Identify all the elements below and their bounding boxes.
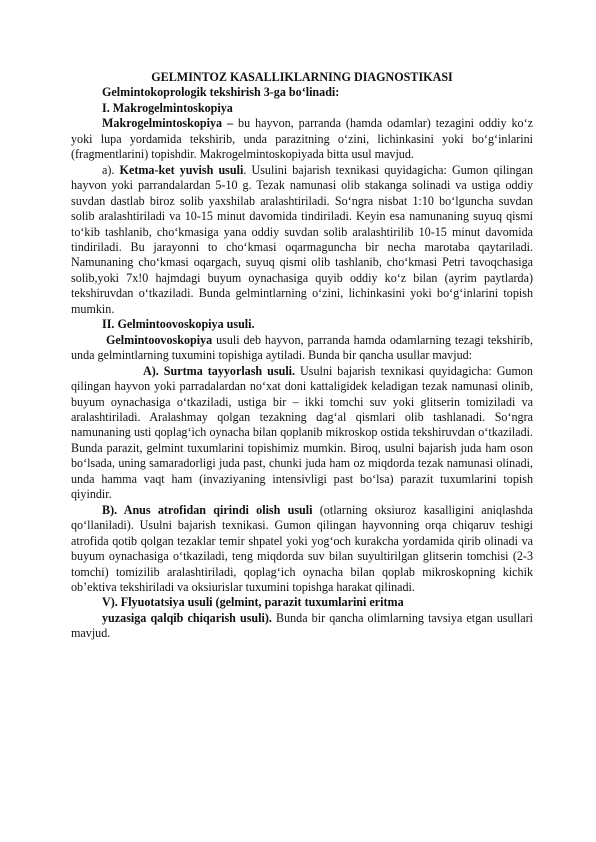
term-smear-method: A). Surtma tayyorlash usuli. [143,363,296,378]
text-ovoskopiya-definition: usuli deb hayvon, parranda hamda odamlarning tezagi tekshirib, unda gelmintlarning tuxumini topishiga aytiladi. Bunda bir qancha usullar mavjud: [71,332,533,363]
text-anus-method: (otlarning oksiuroz kasalligini aniqlashda qo‘llaniladi). Usulni bajarish texnikasi. Gumon qilingan hayvonning orqa chiqaruv teshigi atrofida qotib qolgan tezaklar temir shpatel yoki yog‘och kurakcha yordamida qirib olinadi va buyum oynachasiga o‘tkaziladi, teng miqdorda suv bilan suyultirilgan glitserin tomchisi (2-3 tomchi) tomizilib aralashtiriladi, qoplag‘ich oynacha bilan qoplab mikroskopning kichik ob’ektiva tekshiriladi va oksiurislar tuxumini topishga harakat qilinadi. [71,502,533,594]
paragraph-makro-definition [71,116,533,162]
section-subtitle: Gelmintokoprologik tekshirish 3-ga bo‘linadi: [102,85,340,100]
item-marker-a: a). [102,162,120,177]
term-makro: Makrogelmintoskopiya – [102,116,234,131]
section-heading-makro: I. Makrogelmintoskopiya [102,100,233,115]
text-smear-method: Usulni bajarish texnikasi quyidagicha: Gumon qilingan hayvon yoki parradalardan no‘xat doni kattaligidek keladigan tezak namunasi olinib, buyum oynachasiga o‘tkaziladi, ustiga bir – ikki tomchi suv yoki glitserin tomiziladi va aralashtiriladi. Aralashmay qolgan tezakning dag‘al qismlari olib tashlanadi. So‘ngra namunaning usti qoplag‘ich oynacha bilan qoplanib mikroskop ostida tekshiruvdan o‘tkaziladi. Bunda parazit, gelmint tuxumlarini topishimiz mumkin. Biroq, usulni bajarish juda ham oson bo‘lsada, uning samaradorligi juda past, chunki juda ham oz miqdorda tezak namunasi olinadi, unda hamma vaqt ham (invaziyaning intensivligi past bo‘lsa) parazit tuxumlarini topish qiyindir. [71,363,533,502]
section-heading-ovoskopiya: II. Gelmintoovoskopiya usuli. [102,317,255,332]
paragraph-flotation-method [71,611,533,642]
term-anus-method: B). Anus atrofidan qirindi olish usuli [102,502,313,517]
document-page [71,70,533,642]
term-washing-method: Ketma-ket yuvish usuli [119,162,244,177]
text-makro-definition: bu hayvon, parranda (hamda odamlar) tezagini oddiy ko‘z yoki lupa yordamida tekshirib, unda parazitning o‘zini, lichinkasini yoki bo‘g‘inlarini (fragmentlarini) topishdir. Makrogelmintoskopiyada bitta usul mavjud. [71,116,533,162]
paragraph-anus-method [71,503,533,596]
document-title: GELMINTOZ KASALLIKLARNING DIAGNOSTIKASI [151,70,453,84]
term-flotation-method: yuzasiga qalqib chiqarish usuli). [102,610,272,625]
heading-flotation-method: V). Flyuotatsiya usuli (gelmint, parazit tuxumlarini eritma [102,595,404,610]
text-washing-method: . Usulini bajarish texnikasi quyidagicha: Gumon qilingan hayvon yoki parrandalardan 5-10 g. Tezak namunasi olib stakanga solinadi va ustiga oddiy suvdan dastlab biroz solib yaxshilab aralashtiriladi. So‘ngra nisbat 1:10 bo‘lguncha suvdan solib aralashtiriladi va 10-15 minut davomida tindiriladi. Keyin esa namunaning suyuq qismi to‘kib tashlanib, cho‘kmasiga yana oddiy suvdan solib aralashtirilib 10-15 minut davomida tindiriladi. Bu jarayonni to cho‘kmasi oqarmaguncha bir necha marotaba qaytariladi. Namunaning cho‘kmasi oqargach, suyuq qismi olib tashlanib, cho‘kmasi Petri tavoqchasiga solib,yoki 7x!0 hajmdagi buyum oynachasiga quyib oddiy ko‘z bilan (ayrim paytlarda) tekshiruvdan o‘tkaziladi. Bunda gelmintlarning o‘zini, lichinkasini yoki bo‘g‘inlarini topish mumkin. [71,162,534,316]
paragraph-washing-method [71,163,533,318]
text-flotation-method: Bunda bir qancha olimlarning tavsiya etgan usullari mavjud. [71,610,533,641]
paragraph-smear-method [71,364,533,503]
term-ovoskopiya: Gelmintoovoskopiya [106,332,213,347]
paragraph-ovoskopiya-definition [71,333,533,364]
